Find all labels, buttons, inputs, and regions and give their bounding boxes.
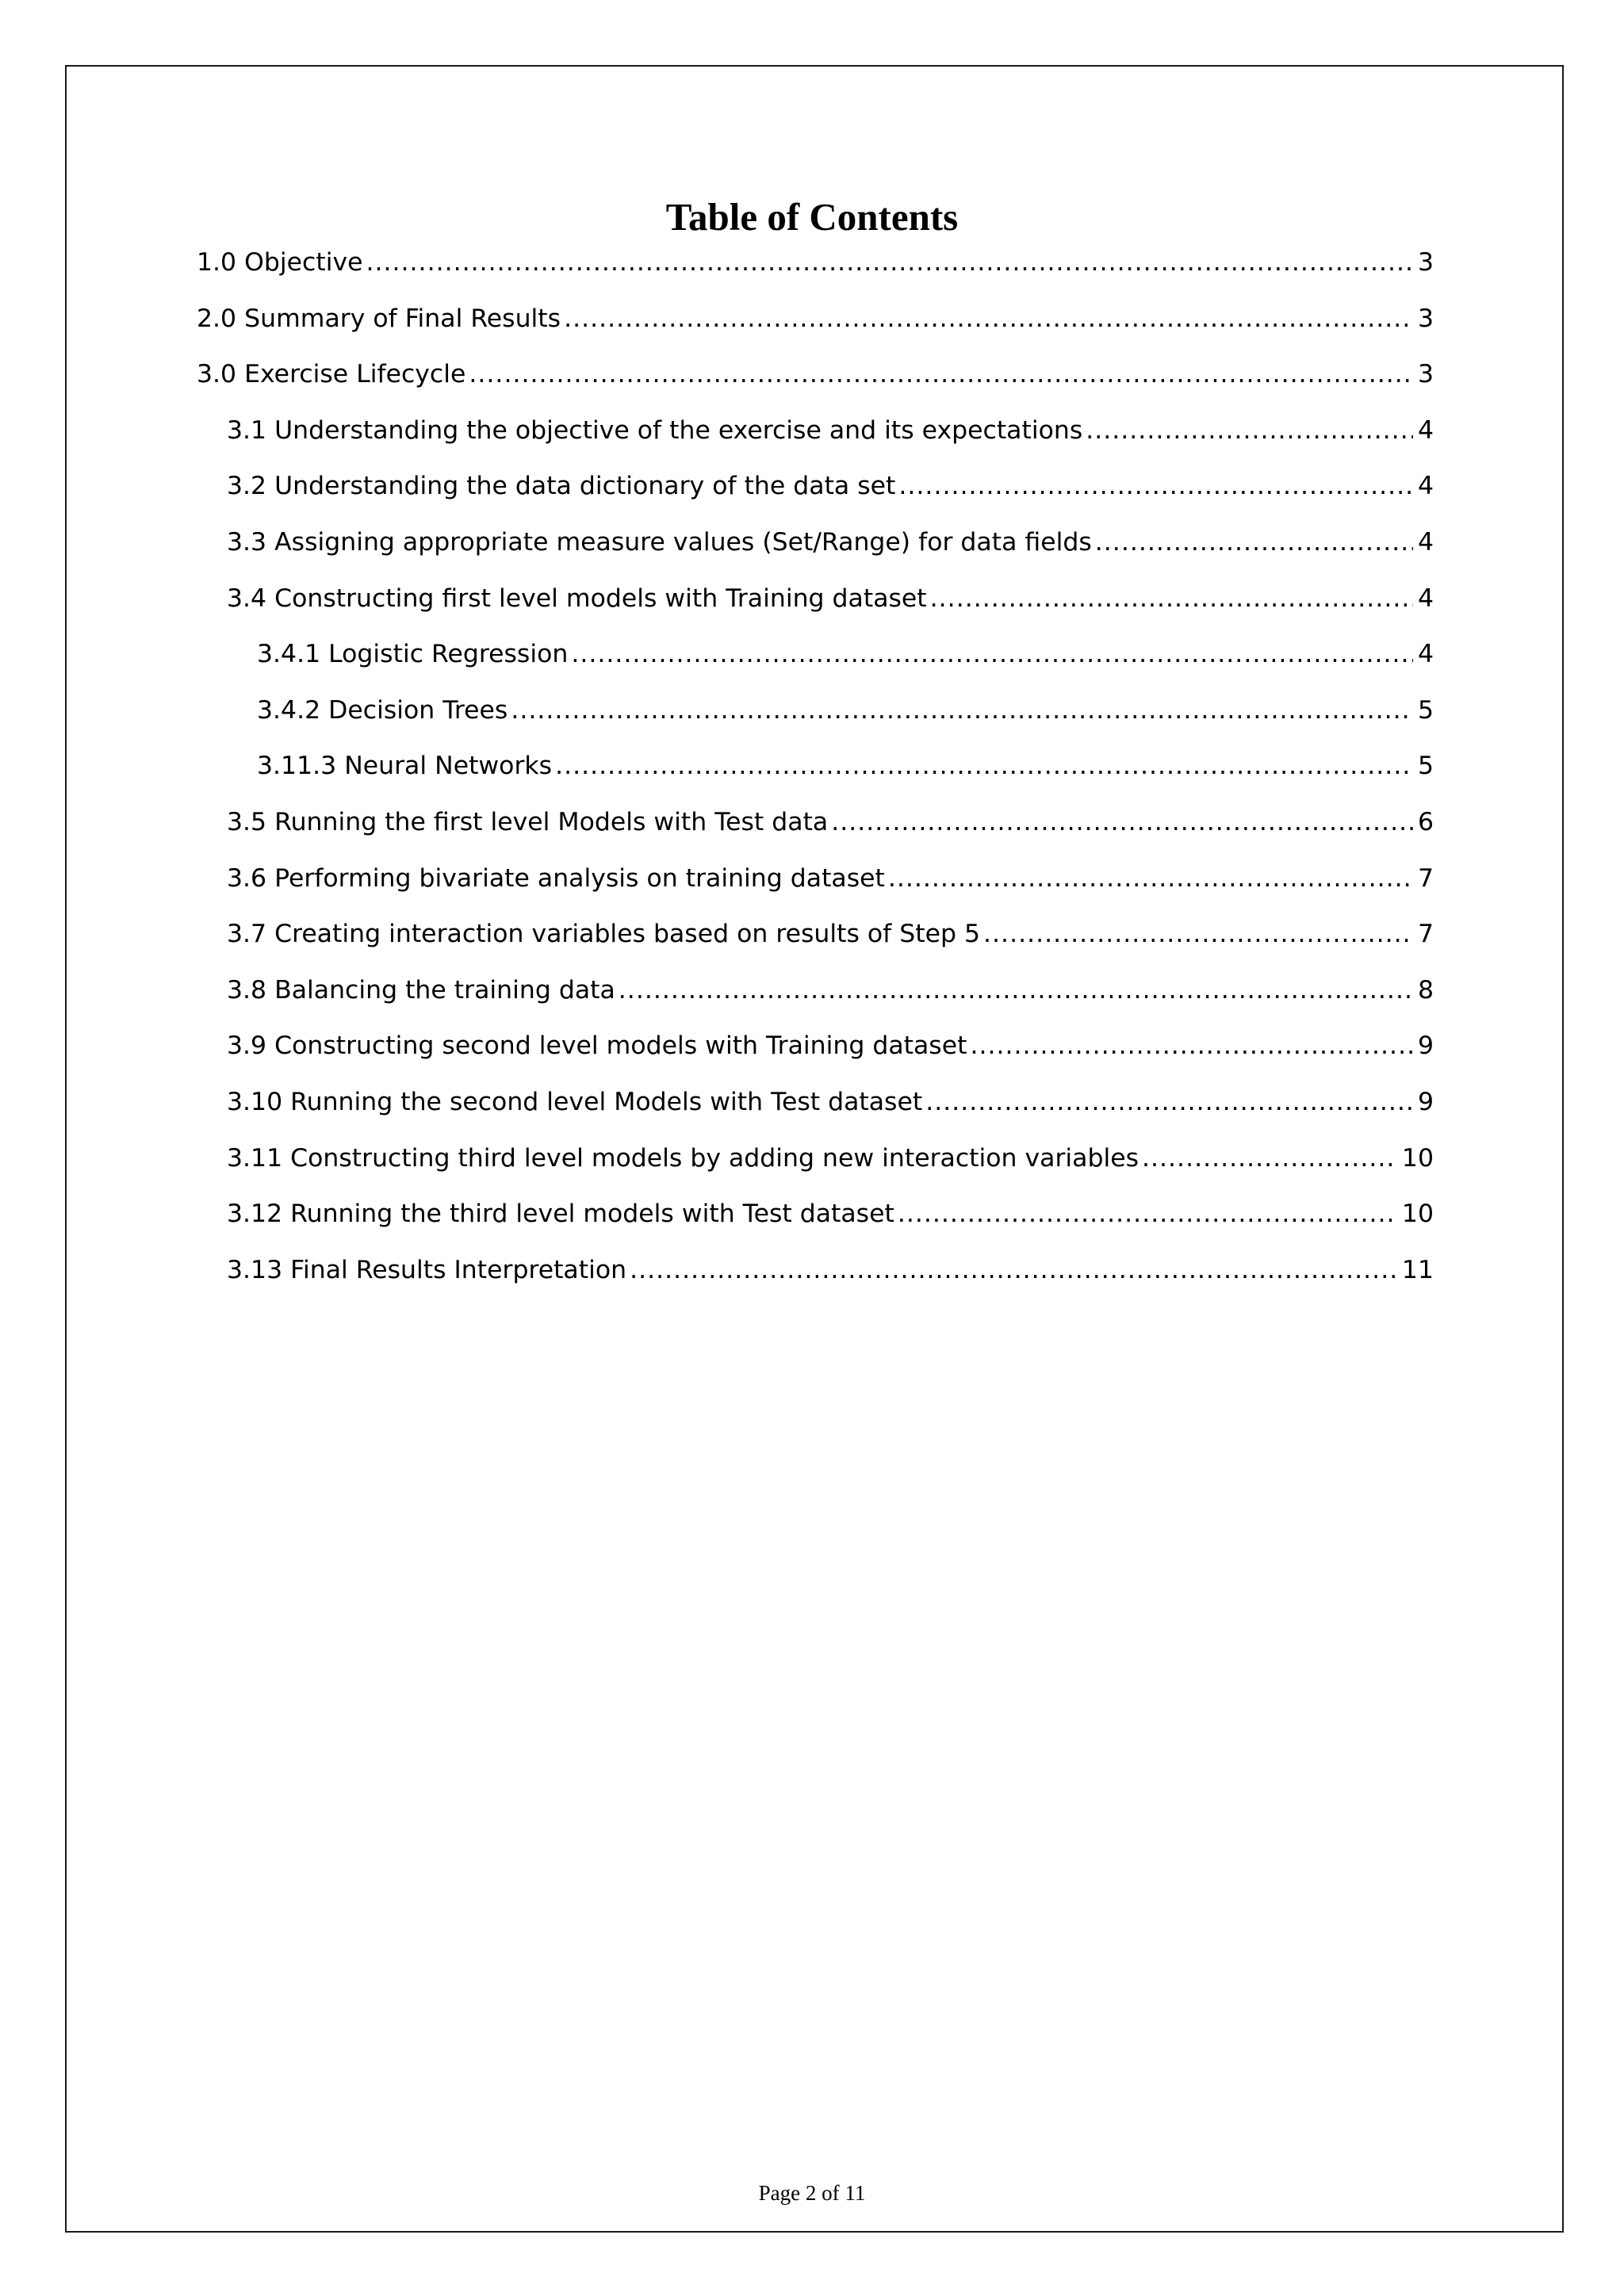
toc-entry-label: 3.9 Constructing second level models with Training dataset: [227, 1031, 967, 1061]
toc-entry[interactable]: [197, 248, 1434, 304]
toc-entry[interactable]: [197, 1031, 1434, 1088]
toc-entry-label: 3.4.1 Logistic Regression: [257, 640, 569, 669]
toc-entry-page: 4: [1417, 640, 1434, 669]
page-number-footer: Page 2 of 11: [758, 2181, 866, 2205]
toc-entry-page: 6: [1417, 807, 1434, 836]
toc-entry-page: 5: [1417, 752, 1434, 781]
dot-leader: [1095, 528, 1413, 557]
toc-entry-page: 10: [1401, 1143, 1434, 1173]
toc-entry-page: 5: [1417, 695, 1434, 725]
toc-entry-page: 10: [1401, 1200, 1434, 1229]
toc-entry-label: 3.6 Performing bivariate analysis on training dataset: [227, 863, 885, 893]
dot-leader: [630, 1256, 1397, 1284]
toc-entry-page: 4: [1417, 527, 1434, 557]
toc-entry-page: 8: [1417, 975, 1434, 1004]
toc-entry[interactable]: [197, 304, 1434, 361]
toc-entry-label: 3.3 Assigning appropriate measure values (Set/Range) for data fields: [227, 527, 1092, 557]
toc-entry-label: 3.12 Running the third level models with Test dataset: [227, 1200, 894, 1229]
toc-entry-label: 3.10 Running the second level Models with Test dataset: [227, 1087, 923, 1116]
toc-entry-page: 3: [1417, 360, 1434, 389]
dot-leader: [1086, 416, 1413, 445]
toc-entry-page: 3: [1417, 304, 1434, 333]
toc-list: [197, 248, 1434, 1311]
toc-entry-label: 2.0 Summary of Final Results: [197, 304, 561, 333]
toc-entry[interactable]: [197, 472, 1434, 528]
dot-leader: [511, 696, 1413, 725]
dot-leader: [930, 584, 1413, 613]
toc-entry-label: 3.4.2 Decision Trees: [257, 695, 508, 725]
toc-entry[interactable]: [197, 640, 1434, 696]
toc-entry[interactable]: [197, 1200, 1434, 1256]
toc-entry-label: 3.13 Final Results Interpretation: [227, 1255, 627, 1284]
toc-entry-label: 3.0 Exercise Lifecycle: [197, 360, 466, 389]
toc-entry[interactable]: [197, 752, 1434, 808]
toc-entry[interactable]: [197, 1144, 1434, 1200]
toc-entry[interactable]: [197, 920, 1434, 976]
dot-leader: [564, 304, 1413, 333]
dot-leader: [1142, 1144, 1397, 1173]
toc-entry-page: 4: [1417, 415, 1434, 445]
toc-entry-label: 3.7 Creating interaction variables based on results of Step 5: [227, 920, 981, 949]
toc-entry-label: 1.0 Objective: [197, 248, 363, 277]
dot-leader: [888, 864, 1413, 893]
dot-leader: [555, 752, 1413, 780]
toc-entry-page: 11: [1401, 1255, 1434, 1284]
toc-entry-page: 7: [1417, 920, 1434, 949]
toc-entry-label: 3.5 Running the first level Models with Test data: [227, 807, 829, 836]
dot-leader: [898, 1200, 1397, 1228]
toc-entry[interactable]: [197, 864, 1434, 920]
toc-entry[interactable]: [197, 360, 1434, 416]
toc-entry[interactable]: [197, 976, 1434, 1032]
toc-entry[interactable]: [197, 808, 1434, 864]
toc-entry-label: 3.1 Understanding the objective of the exercise and its expectations: [227, 415, 1083, 445]
toc-entry-label: 3.8 Balancing the training data: [227, 975, 615, 1004]
toc-entry-label: 3.11.3 Neural Networks: [257, 752, 553, 781]
dot-leader: [898, 472, 1413, 500]
toc-entry-label: 3.11 Constructing third level models by adding new interaction variables: [227, 1143, 1139, 1173]
dot-leader: [571, 640, 1413, 668]
toc-entry-page: 7: [1417, 863, 1434, 893]
toc-entry-page: 4: [1417, 584, 1434, 613]
toc-entry[interactable]: [197, 528, 1434, 584]
dot-leader: [970, 1031, 1413, 1060]
toc-entry-page: 9: [1417, 1031, 1434, 1061]
dot-leader: [469, 360, 1413, 388]
toc-entry[interactable]: [197, 1256, 1434, 1312]
page-title: Table of Contents: [665, 195, 959, 239]
toc-entry-label: 3.4 Constructing first level models with Training dataset: [227, 584, 927, 613]
dot-leader: [619, 976, 1413, 1004]
toc-entry[interactable]: [197, 416, 1434, 473]
toc-entry[interactable]: [197, 1088, 1434, 1144]
toc-entry[interactable]: [197, 696, 1434, 752]
toc-entry-page: 4: [1417, 472, 1434, 501]
toc-entry-page: 3: [1417, 248, 1434, 277]
dot-leader: [925, 1088, 1413, 1116]
dot-leader: [366, 248, 1412, 277]
dot-leader: [983, 920, 1413, 948]
toc-entry-page: 9: [1417, 1087, 1434, 1116]
toc-entry[interactable]: [197, 584, 1434, 641]
toc-entry-label: 3.2 Understanding the data dictionary of the data set: [227, 472, 896, 501]
dot-leader: [831, 808, 1413, 836]
